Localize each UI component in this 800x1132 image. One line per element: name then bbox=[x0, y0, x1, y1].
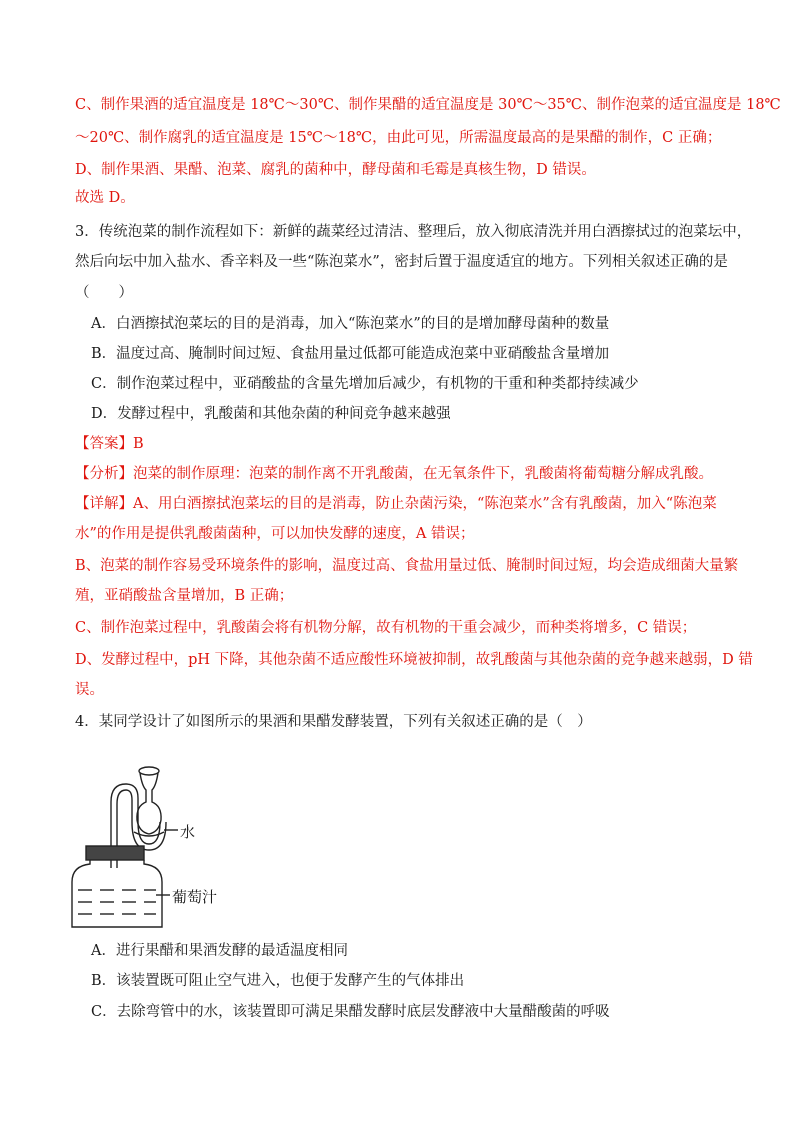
q4-option-a: A．进行果醋和果酒发酵的最适温度相同 bbox=[91, 943, 348, 959]
q3-detail-c: C、制作泡菜过程中，乳酸菌会将有机物分解，故有机物的干重会减少，而种类将增多，C 错误； bbox=[75, 620, 697, 636]
q3-detail-b-line-1: B、泡菜的制作容易受环境条件的影响，温度过高、食盐用量过低、腌制时间过短，均会造成细菌大量繁 bbox=[75, 558, 739, 574]
analysis-text: 泡菜的制作原理：泡菜的制作离不开乳酸菌，在无氧条件下，乳酸菌将葡萄糖分解成乳酸。 bbox=[133, 466, 713, 482]
answer-tag: 【答案】 bbox=[75, 436, 133, 452]
funnel-rim bbox=[139, 767, 159, 775]
q3-answer bbox=[75, 434, 144, 454]
q4-option-b: B．该装置既可阻止空气进入，也便于发酵产生的气体排出 bbox=[91, 973, 465, 989]
q4-stem: 4．某同学设计了如图所示的果酒和果醋发酵装置，下列有关叙述正确的是（ ） bbox=[75, 714, 592, 730]
analysis-conclusion: 故选 D。 bbox=[75, 190, 135, 206]
q3-detail-line-2: 水”的作用是提供乳酸菌菌种，可以加快发酵的速度，A 错误； bbox=[75, 526, 475, 542]
water-label: 水 bbox=[180, 823, 196, 841]
analysis-tag: 【分析】 bbox=[75, 466, 133, 482]
analysis-c-line-1: C、制作果酒的适宜温度是 18℃～30℃、制作果醋的适宜温度是 30℃～35℃、制作泡菜的适宜温度是 18℃ bbox=[75, 97, 781, 113]
q3-detail-line-1 bbox=[75, 494, 717, 514]
detail-text: A、用白酒擦拭泡菜坛的目的是消毒，防止杂菌污染，“陈泡菜水”含有乳酸菌，加入“陈泡菜 bbox=[133, 496, 717, 512]
q3-blank: （ ） bbox=[75, 285, 133, 301]
q4-option-c: C．去除弯管中的水，该装置即可满足果醋发酵时底层发酵液中大量醋酸菌的呼吸 bbox=[91, 1004, 610, 1020]
q3-stem-line-2: 然后向坛中加入盐水、香辛料及一些“陈泡菜水”，密封后置于温度适宜的地方。下列相关叙述正确的是 bbox=[75, 254, 728, 270]
answer-value: B bbox=[133, 436, 144, 452]
q3-stem-line-1: 3．传统泡菜的制作流程如下：新鲜的蔬菜经过清洁、整理后，放入彻底清洗并用白酒擦拭过的泡菜坛中， bbox=[75, 224, 752, 240]
analysis-d-line: D、制作果酒、果醋、泡菜、腐乳的菌种中，酵母菌和毛霉是真核生物，D 错误。 bbox=[75, 162, 596, 178]
q3-option-a: A．白酒擦拭泡菜坛的目的是消毒，加入“陈泡菜水”的目的是增加酵母菌种的数量 bbox=[91, 316, 610, 332]
q3-analysis bbox=[75, 464, 713, 484]
q3-detail-d-line-1: D、发酵过程中，pH 下降，其他杂菌不适应酸性环境被抑制，故乳酸菌与其他杂菌的竞争越来越弱，D 错 bbox=[75, 652, 753, 668]
bottle-cap bbox=[86, 846, 144, 860]
bottle-body bbox=[72, 860, 162, 927]
q3-option-b: B．温度过高、腌制时间过短、食盐用量过低都可能造成泡菜中亚硝酸盐含量增加 bbox=[91, 346, 610, 362]
q3-option-d: D．发酵过程中，乳酸菌和其他杂菌的种间竞争越来越强 bbox=[91, 406, 451, 422]
detail-tag: 【详解】 bbox=[75, 496, 133, 512]
juice-label: 葡萄汁 bbox=[172, 888, 218, 906]
q3-detail-d-line-2: 误。 bbox=[75, 682, 104, 698]
fermentation-apparatus-figure bbox=[66, 762, 236, 932]
q3-detail-b-line-2: 殖，亚硝酸盐含量增加，B 正确； bbox=[75, 588, 294, 604]
q3-option-c: C．制作泡菜过程中，亚硝酸盐的含量先增加后减少，有机物的干重和种类都持续减少 bbox=[91, 376, 639, 392]
funnel-bulb bbox=[137, 773, 161, 834]
analysis-c-line-2: ～20℃、制作腐乳的适宜温度是 15℃～18℃，由此可见，所需温度最高的是果醋的制作，C 正确； bbox=[75, 130, 722, 146]
